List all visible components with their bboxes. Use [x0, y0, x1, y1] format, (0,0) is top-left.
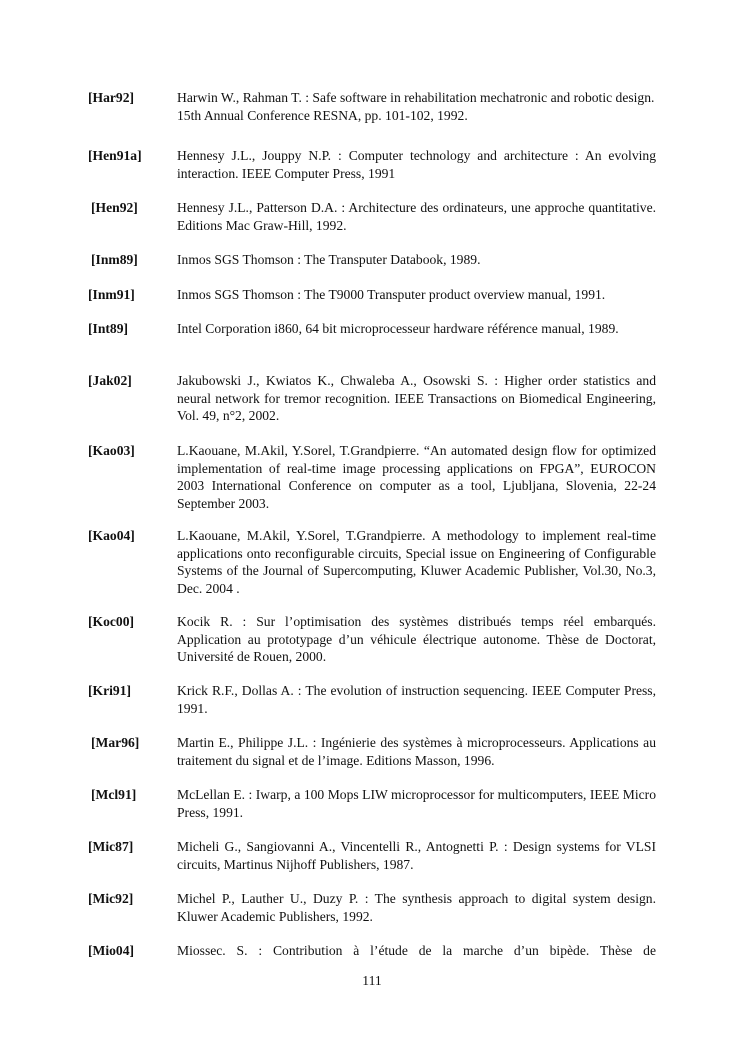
- reference-entry: [88, 890, 656, 925]
- reference-text: Inmos SGS Thomson : The T9000 Transputer product overview manual, 1991.: [177, 287, 606, 302]
- reference-text: Inmos SGS Thomson : The Transputer Databook, 1989.: [177, 252, 481, 267]
- reference-text: Jakubowski J., Kwiatos K., Chwaleba A., Osowski S. : Higher order statistics and neural network for tremor recognition. IEEE Transactions on Biomedical Engineering, Vol. 49, n°2, 2002.: [177, 373, 656, 423]
- reference-entry: [88, 734, 656, 769]
- reference-key: [Kao03]: [88, 443, 135, 458]
- reference-key: [Int89]: [88, 321, 129, 336]
- reference-text: McLellan E. : Iwarp, a 100 Mops LIW microprocessor for multicomputers, IEEE Micro Press, 1991.: [177, 787, 656, 820]
- reference-entry: [88, 942, 656, 960]
- reference-key: [Mcl91]: [91, 787, 137, 802]
- reference-text: Miossec. S. : Contribution à l’étude de la marche d’un bipède. Thèse de: [177, 943, 656, 958]
- reference-text: Krick R.F., Dollas A. : The evolution of instruction sequencing. IEEE Computer Press, 1991.: [177, 683, 656, 716]
- reference-entry: [88, 286, 656, 304]
- reference-key: [Jak02]: [88, 373, 132, 388]
- reference-entry: [88, 199, 656, 234]
- reference-text: Martin E., Philippe J.L. : Ingénierie des systèmes à microprocesseurs. Applications au traitement du signal et de l’image. Editions Masson, 1996.: [177, 735, 656, 768]
- reference-text: Michel P., Lauther U., Duzy P. : The synthesis approach to digital system design. Kluwer Academic Publishers, 1992.: [177, 891, 656, 924]
- reference-key: [Kri91]: [88, 683, 132, 698]
- reference-entry: [88, 147, 656, 182]
- reference-entry: [88, 251, 656, 269]
- reference-entry: [88, 682, 656, 717]
- reference-key: [Inm89]: [91, 252, 138, 267]
- reference-entry: [88, 527, 656, 597]
- reference-entry: [88, 613, 656, 666]
- reference-text: Harwin W., Rahman T. : Safe software in rehabilitation mechatronic and robotic design. 15th Annual Conference RESNA, pp. 101-102, 1992.: [177, 90, 655, 123]
- reference-key: [Mic87]: [88, 839, 134, 854]
- reference-key: [Mar96]: [91, 735, 140, 750]
- page-number: 111: [362, 973, 382, 988]
- reference-entry: [88, 89, 656, 124]
- reference-text: Kocik R. : Sur l’optimisation des systèmes distribués temps réel embarqués. Application au prototypage d’un véhicule électrique autonome. Thèse de Doctorat, Université de Rouen, 2000.: [177, 614, 656, 664]
- reference-text: Hennesy J.L., Patterson D.A. : Architecture des ordinateurs, une approche quantitative. Editions Mac Graw-Hill, 1992.: [177, 200, 656, 233]
- reference-text: Micheli G., Sangiovanni A., Vincentelli R., Antognetti P. : Design systems for VLSI circuits, Martinus Nijhoff Publishers, 1987.: [177, 839, 656, 872]
- reference-key: [Mio04]: [88, 943, 135, 958]
- reference-key: [Inm91]: [88, 287, 135, 302]
- reference-text: L.Kaouane, M.Akil, Y.Sorel, T.Grandpierre. A methodology to implement real-time applications onto reconfigurable circuits, Special issue on Engineering of Configurable Systems of the Journal of Supercomputing, Kluwer Academic Publisher, Vol.30, No.3, Dec. 2004 .: [177, 528, 656, 596]
- reference-key: [Har92]: [88, 90, 135, 105]
- reference-entry: [88, 786, 656, 821]
- reference-entry: [88, 442, 656, 512]
- reference-key: [Koc00]: [88, 614, 135, 629]
- reference-entry: [88, 838, 656, 873]
- reference-key: [Hen92]: [91, 200, 138, 215]
- reference-text: Hennesy J.L., Jouppy N.P. : Computer technology and architecture : An evolving interaction. IEEE Computer Press, 1991: [177, 148, 656, 181]
- reference-text: L.Kaouane, M.Akil, Y.Sorel, T.Grandpierre. “An automated design flow for optimized implementation of real-time image processing applications on FPGA”, EUROCON 2003 International Conference on computer as a tool, Ljubljana, Slovenia, 22-24 September 2003.: [177, 443, 656, 511]
- reference-text: Intel Corporation i860, 64 bit microprocesseur hardware référence manual, 1989.: [177, 321, 619, 336]
- reference-key: [Kao04]: [88, 528, 135, 543]
- reference-entry: [88, 320, 656, 338]
- reference-entry: [88, 372, 656, 425]
- reference-key: [Mic92]: [88, 891, 134, 906]
- reference-key: [Hen91a]: [88, 148, 142, 163]
